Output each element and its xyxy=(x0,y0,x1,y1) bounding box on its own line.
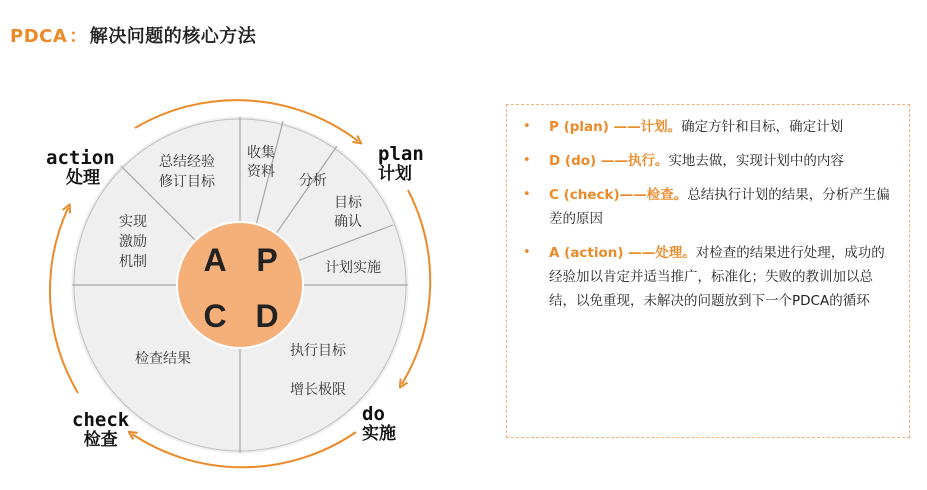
info-key: A (action) ——处理。 xyxy=(549,245,696,261)
stage-action-en: action xyxy=(46,147,115,169)
stage-do-zh: 实施 xyxy=(362,423,396,444)
center-letter-a: A xyxy=(203,242,227,278)
wheel-incentive-line3: 机制 xyxy=(119,254,147,270)
wheel-growth-limit: 增长极限 xyxy=(290,382,346,398)
wheel-goal-line1: 目标 xyxy=(334,195,362,211)
info-list xyxy=(507,105,909,313)
wheel-incentive-line2: 激励 xyxy=(119,234,147,250)
bullet-icon: • xyxy=(523,153,531,168)
center-letter-d: D xyxy=(255,298,279,334)
wheel-summary-line2: 修订目标 xyxy=(159,174,215,190)
stage-plan-zh: 计划 xyxy=(378,163,412,184)
center-letter-c: C xyxy=(203,298,227,334)
center-letter-p: P xyxy=(256,242,278,278)
info-key: D (do) ——执行。 xyxy=(549,153,669,169)
info-item-plan xyxy=(521,115,897,139)
wheel-check-result: 检查结果 xyxy=(135,351,191,367)
wheel-collect-line2: 资料 xyxy=(247,164,275,180)
bullet-icon: • xyxy=(523,187,531,202)
wheel-goal-line2: 确认 xyxy=(334,214,362,230)
info-key: C (check)——检查。 xyxy=(549,187,688,203)
wheel-exec-goal: 执行目标 xyxy=(290,343,346,359)
info-text: 实地去做，实现计划中的内容 xyxy=(668,153,844,169)
stage-do-en: do xyxy=(362,403,385,425)
stage-plan xyxy=(378,144,424,184)
wheel-analyze: 分析 xyxy=(299,173,327,189)
wheel-summary-line1: 总结经验 xyxy=(159,154,215,170)
info-text: 对检查的结果进行处理，成功的经验加以肯定并适当推广，标准化；失败的教训加以总结，以免重现，未解决的问题放到下一个PDCA的循环 xyxy=(549,245,885,309)
info-item-check xyxy=(521,183,897,231)
title-pdca: PDCA xyxy=(10,26,68,47)
info-text: 确定方针和目标，确定计划 xyxy=(681,119,844,135)
info-item-do xyxy=(521,149,897,173)
stage-plan-en: plan xyxy=(378,143,424,165)
wheel-incentive-line1: 实现 xyxy=(119,214,147,230)
bullet-icon: • xyxy=(523,119,531,134)
info-item-action xyxy=(521,241,897,313)
stage-do xyxy=(362,404,396,444)
title-separator: ： xyxy=(69,26,88,47)
center-circle xyxy=(177,222,303,348)
bullet-icon: • xyxy=(523,245,531,260)
info-key: P (plan) ——计划。 xyxy=(549,119,682,135)
stage-check-zh: 检查 xyxy=(83,429,118,450)
info-box xyxy=(506,104,910,438)
wheel-plan-impl: 计划实施 xyxy=(325,260,381,276)
info-text: 总结执行计划的结果，分析产生偏差的原因 xyxy=(549,187,890,227)
stage-check xyxy=(72,410,129,450)
wheel-collect-line1: 收集 xyxy=(247,145,275,161)
stage-check-en: check xyxy=(72,409,130,431)
stage-action xyxy=(46,148,115,188)
title-rest: 解决问题的核心方法 xyxy=(89,26,257,47)
stage-action-zh: 处理 xyxy=(66,167,100,188)
